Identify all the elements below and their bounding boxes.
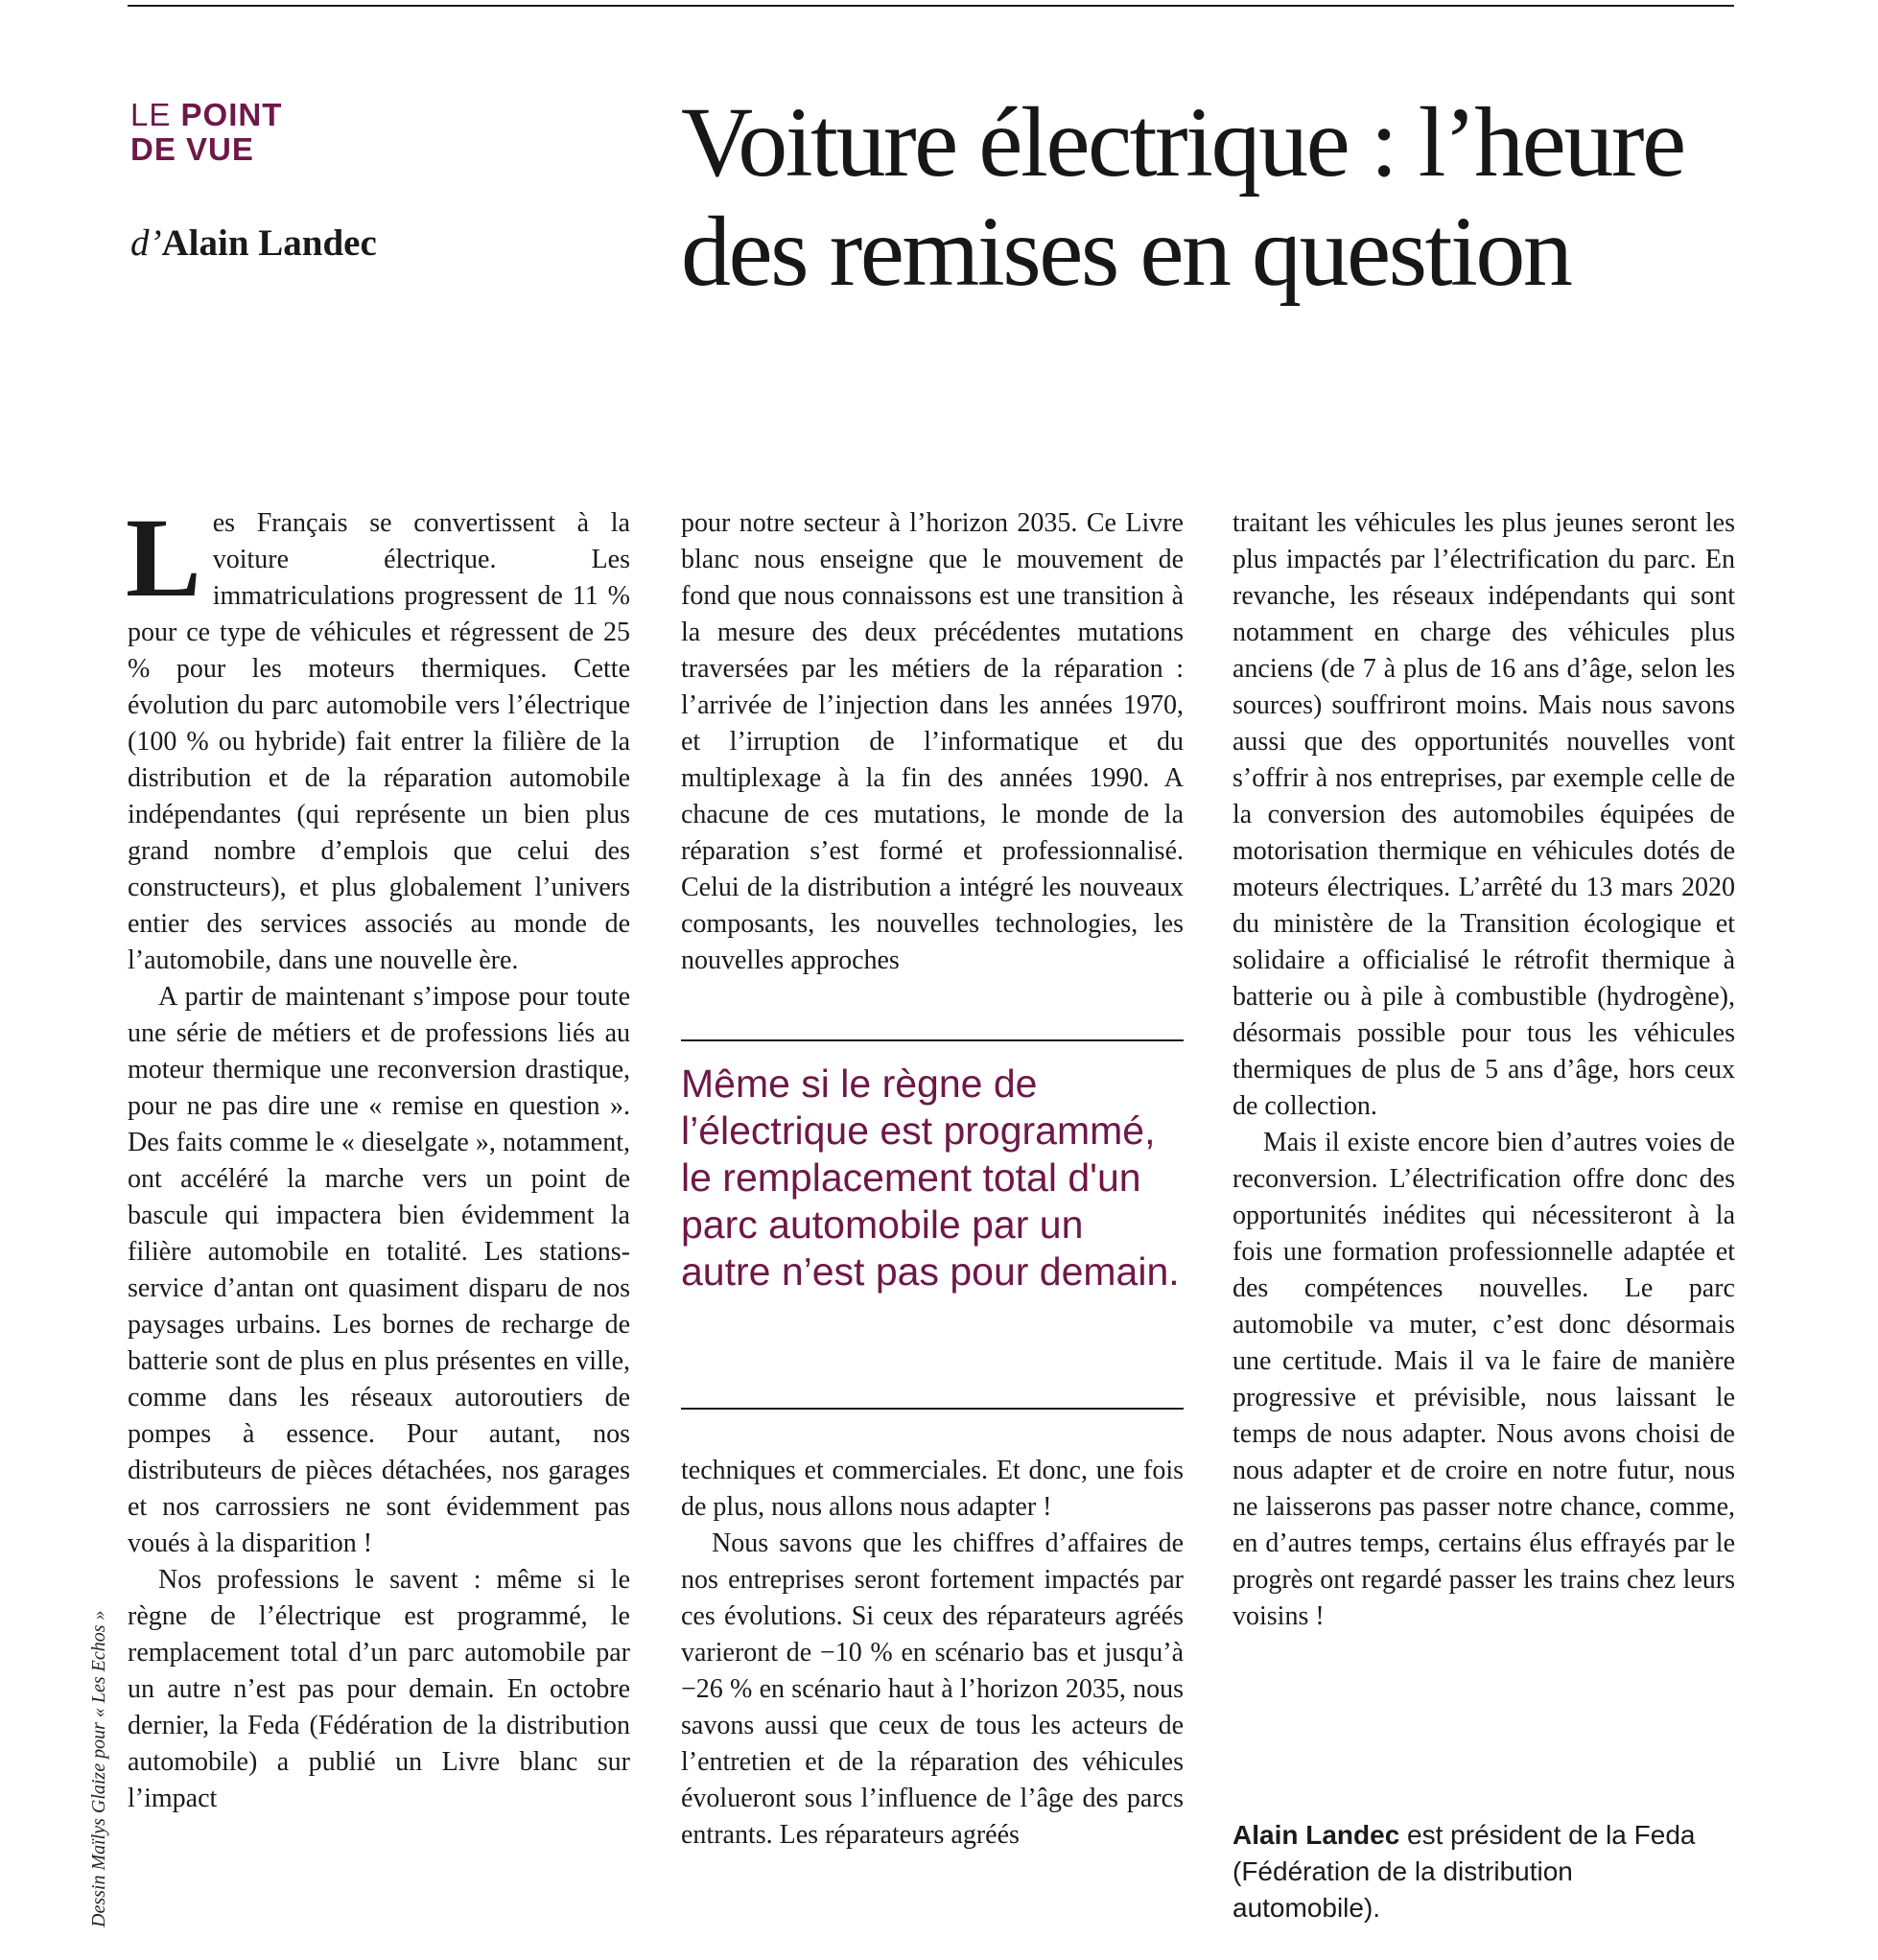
paragraph: A partir de maintenant s’impose pour toute une série de métiers et de professions liés au moteur thermique une reconversion drastique, pour ne pas dire une « remise en question ». Des faits comme le « dieselgate », notamment, ont accéléré la marche vers un point de bascule qui impactera bien évidemment la filière automobile en totalité. Les stations-service d’antan ont quasiment disparu de nos paysages urbains. Les bornes de recharge de batterie sont de plus en plus présentes en ville, comme dans les réseaux autoroutiers de pompes à essence. Pour autant, nos distributeurs de pièces détachées, nos garages et nos carrossiers ne sont évidemment pas voués à la disparition ! [128, 982, 630, 1558]
paragraph: Nos professions le savent : même si le règne de l’électrique est programmé, le remplacement total d’un parc automobile par un autre n’est pas pour demain. En octobre dernier, la Feda (Fédération de la distribution automobile) a publié un Livre blanc sur l’impact [128, 1565, 630, 1813]
paragraph: pour notre secteur à l’horizon 2035. Ce Livre blanc nous enseigne que le mouvement de fond que nous connaissons est une transition à la mesure des deux précédentes mutations traversées par les métiers de la réparation : l’arrivée de l’injection dans les années 1970, et l’irruption de l’informatique et du multiplexage à la fin des années 1990. A chacune de ces mutations, le monde de la réparation s’est formé et professionnalisé. Celui de la distribution a intégré les nouveaux composants, les nouvelles technologies, les nouvelles approches [681, 508, 1184, 975]
author-name: Alain Landec [161, 222, 377, 264]
bio-text: est président de la Feda (Fédération de la distribution automobile). [1232, 1820, 1696, 1923]
paragraph-text: es Français se convertissent à la voiture électrique. Les immatriculations progressent de 11 % pour ce type de véhicules et régressent de 25 % pour les moteurs thermiques. Cette évolution du parc automobile vers l’électrique (100 % ou hybride) fait entrer la filière de la distribution et de la réparation automobile indépendantes (qui représente un bien plus grand nombre d’emplois que celui des constructeurs), et plus globalement l’univers entier des services associés au monde de l’automobile, dans une nouvelle ère. [128, 508, 630, 975]
article-column-3 [1232, 505, 1735, 1635]
paragraph: techniques et commerciales. Et donc, une fois de plus, nous allons nous adapter ! [681, 1456, 1184, 1522]
rubric-point: POINT [180, 97, 283, 132]
paragraph: traitant les véhicules les plus jeunes seront les plus impactés par l’électrification du parc. En revanche, les réseaux indépendants qui sont notamment en charge des véhicules plus anciens (de 7 à plus de 16 ans d’âge, selon les sources) souffriront moins. Mais nous savons aussi que des opportunités nouvelles vont s’offrir à nos entreprises, par exemple celle de la conversion des automobiles équipées de motorisation thermique en véhicules dotés de moteurs électriques. L’arrêté du 13 mars 2020 du ministère de la Transition écologique et solidaire a officialisé le rétrofit thermique à batterie ou à pile à combustible (hydrogène), désormais possible pour tous les véhicules thermiques de plus de 5 ans d’âge, hors ceux de collection. [1232, 508, 1735, 1121]
section-rubric [130, 98, 282, 167]
paragraph [126, 495, 630, 979]
paragraph: Mais il existe encore bien d’autres voies de reconversion. L’électrification offre donc des opportunités inédites qui nécessiteront à la fois une formation professionnelle adaptée et des compétences nouvelles. Le parc automobile va muter, c’est donc désormais une certitude. Mais il va le faire de manière progressive et prévisible, nous laissant le temps de nous adapter. Nous avons choisi de nous adapter et de croire en notre futur, nous ne laisserons pas passer notre chance, comme, en d’autres temps, certains élus effrayés par le progrès ont regardé passer les trains chez leurs voisins ! [1232, 1128, 1735, 1631]
byline-prefix: d’ [130, 222, 162, 264]
author-bio [1232, 1817, 1712, 1926]
rubric-line-2: DE VUE [130, 131, 254, 167]
top-rule [128, 5, 1734, 7]
drop-cap: L [126, 495, 201, 620]
illustration-credit: Dessin Maïlys Glaize pour « Les Echos » [88, 1610, 109, 1927]
article-column-1 [126, 495, 630, 1817]
article-column-2-top [681, 505, 1184, 979]
rubric-line-1 [130, 98, 282, 132]
rubric-le: LE [130, 97, 172, 132]
article-headline: Voiture électrique : l’heure des remises en question [681, 87, 1684, 307]
pull-quote-top-rule [681, 1039, 1184, 1041]
pull-quote-bottom-rule [681, 1408, 1184, 1410]
pull-quote: Même si le règne de l’électrique est programmé, le remplacement total d'un parc automobile par un autre n’est pas pour demain. [681, 1062, 1180, 1294]
bio-author-name: Alain Landec [1232, 1820, 1400, 1850]
article-column-2-bottom [681, 1453, 1184, 1854]
paragraph: Nous savons que les chiffres d’affaires de nos entreprises seront fortement impactés par ces évolutions. Si ceux des réparateurs agréés varieront de −10 % en scénario bas et jusqu’à −26 % en scénario haut à l’horizon 2035, nous savons aussi que ceux de tous les acteurs de l’entretien et de la réparation des véhicules évolueront sous l’influence de l’âge des parcs entrants. Les réparateurs agréés [681, 1528, 1184, 1850]
byline [130, 222, 377, 265]
